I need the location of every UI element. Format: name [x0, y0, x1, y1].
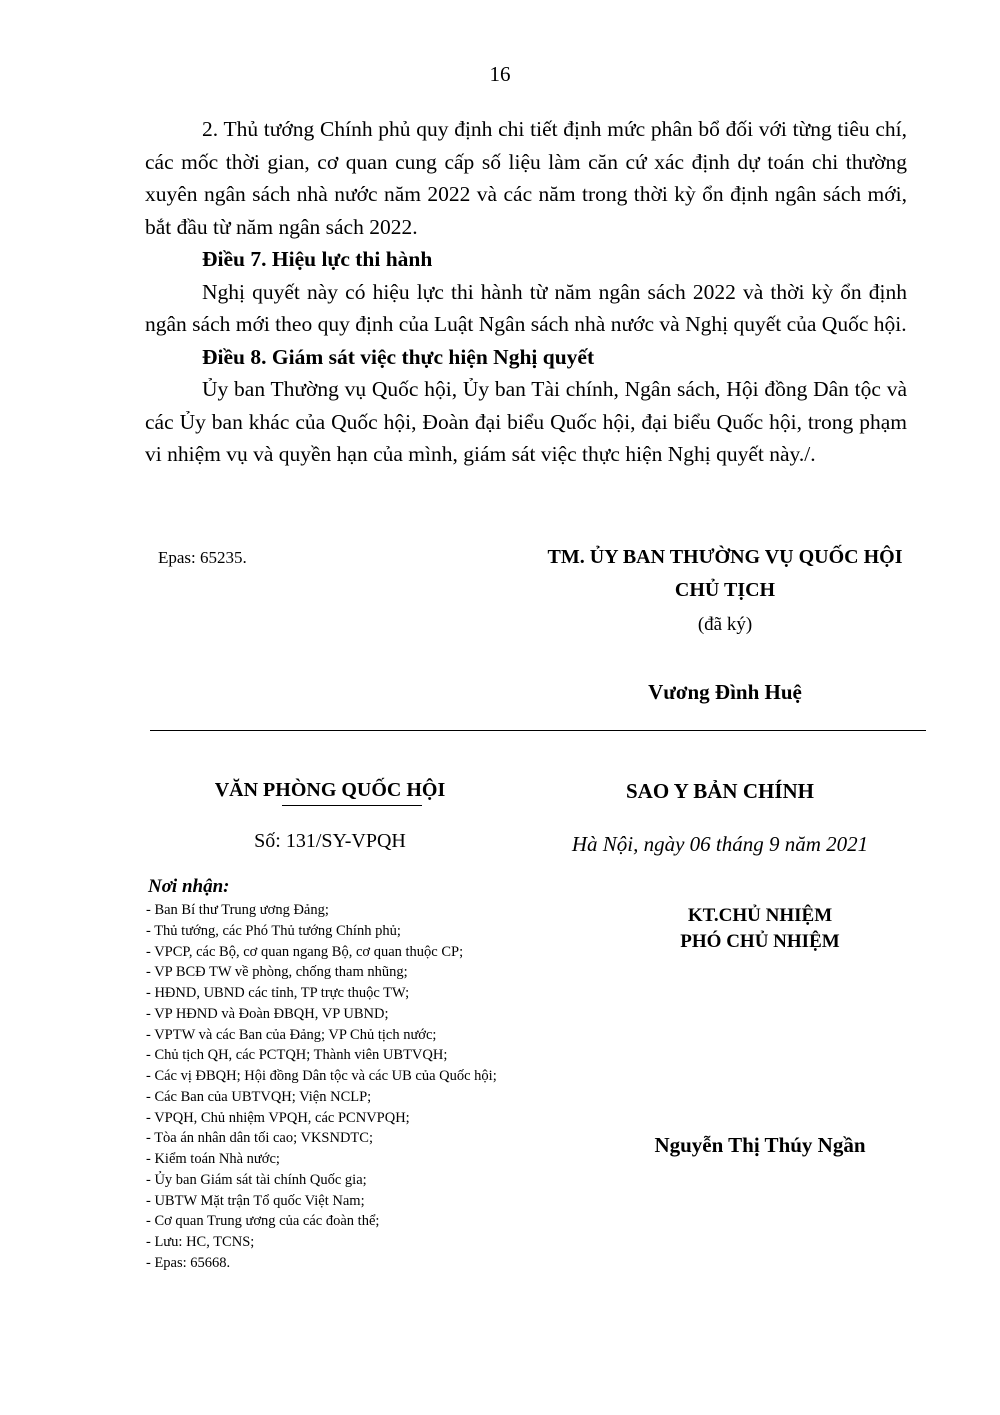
- deputy-title: [560, 903, 960, 955]
- list-item: - HĐND, UBND các tỉnh, TP trực thuộc TW;: [146, 985, 410, 1001]
- list-item: - Thủ tướng, các Phó Thủ tướng Chính phủ;: [146, 922, 401, 939]
- epas-reference: Epas: 65235.: [158, 548, 247, 567]
- article-8-heading: Điều 8. Giám sát việc thực hiện Nghị quyết: [202, 344, 595, 369]
- deputy-title-line-1: KT.CHỦ NHIỆM: [687, 905, 833, 926]
- article-7-body: Nghị quyết này có hiệu lực thi hành từ năm ngân sách 2022 và thời kỳ ổn định ngân sách mới theo quy định của Luật Ngân sách nhà nước và Nghị quyết của Quốc hội.: [145, 279, 907, 336]
- list-item: - VP HĐND và Đoàn ĐBQH, VP UBND;: [146, 1005, 389, 1022]
- recipients-list: [146, 900, 497, 1274]
- article-7-heading: Điều 7. Hiệu lực thi hành: [202, 247, 433, 271]
- list-item: - Ban Bí thư Trung ương Đảng;: [146, 902, 329, 918]
- document-number: Số: 131/SY-VPQH: [254, 830, 406, 852]
- list-item: - Các Ban của UBTVQH; Viện NCLP;: [146, 1088, 372, 1105]
- list-item: - VPQH, Chủ nhiệm VPQH, các PCNVPQH;: [146, 1109, 410, 1126]
- signature-title: CHỦ TỊCH: [674, 579, 776, 601]
- signature-name: Vương Đình Huệ: [648, 680, 802, 704]
- list-item: - VP BCĐ TW về phòng, chống tham nhũng;: [146, 964, 408, 981]
- date-line: Hà Nội, ngày 06 tháng 9 năm 2021: [571, 832, 869, 856]
- list-item: - Epas: 65668.: [146, 1254, 231, 1271]
- deputy-title-line-2: PHÓ CHỦ NHIỆM: [680, 931, 840, 952]
- document-body: [145, 113, 907, 471]
- list-item: - Lưu: HC, TCNS;: [146, 1234, 255, 1250]
- signature-organization: TM. ỦY BAN THƯỜNG VỤ QUỐC HỘI: [547, 546, 903, 568]
- list-item: - Ủy ban Giám sát tài chính Quốc gia;: [146, 1171, 367, 1188]
- list-item: - Cơ quan Trung ương của các đoàn thể;: [146, 1213, 380, 1230]
- list-item: - Tòa án nhân dân tối cao; VKSNDTC;: [146, 1130, 373, 1147]
- list-item: - UBTW Mặt trận Tổ quốc Việt Nam;: [146, 1192, 365, 1209]
- copy-title: SAO Y BẢN CHÍNH: [625, 779, 815, 803]
- list-item: - VPTW và các Ban của Đảng; VP Chủ tịch nước;: [146, 1026, 437, 1043]
- separator-line: [150, 730, 926, 731]
- office-underline: [282, 805, 422, 806]
- signature-signed-note: (đã ký): [697, 614, 753, 635]
- article-8-body: Ủy ban Thường vụ Quốc hội, Ủy ban Tài chính, Ngân sách, Hội đồng Dân tộc và các Ủy ban khác của Quốc hội, Đoàn đại biểu Quốc hội, đại biểu Quốc hội, trong phạm vi nhiệm vụ và quyền hạn của mình, giám sát việc thực hiện Nghị quyết này./.: [145, 377, 907, 466]
- paragraph-clause-2: 2. Thủ tướng Chính phủ quy định chi tiết định mức phân bổ đối với từng tiêu chí, các mốc thời gian, cơ quan cung cấp số liệu làm căn cứ xác định dự toán chi thường xuyên ngân sách nhà nước năm 2022 và các năm trong thời kỳ ổn định ngân sách mới, bắt đầu từ năm ngân sách 2022.: [145, 117, 907, 239]
- list-item: - Chủ tịch QH, các PCTQH; Thành viên UBTVQH;: [146, 1047, 448, 1064]
- recipients-heading: Nơi nhận:: [148, 876, 230, 897]
- copy-signer-name: Nguyễn Thị Thúy Ngần: [654, 1133, 866, 1157]
- list-item: - Kiểm toán Nhà nước;: [146, 1151, 280, 1167]
- page-number: 16: [489, 62, 511, 86]
- office-name: VĂN PHÒNG QUỐC HỘI: [214, 779, 446, 801]
- list-item: - VPCP, các Bộ, cơ quan ngang Bộ, cơ quan thuộc CP;: [146, 943, 464, 960]
- list-item: - Các vị ĐBQH; Hội đồng Dân tộc và các UB của Quốc hội;: [146, 1068, 497, 1084]
